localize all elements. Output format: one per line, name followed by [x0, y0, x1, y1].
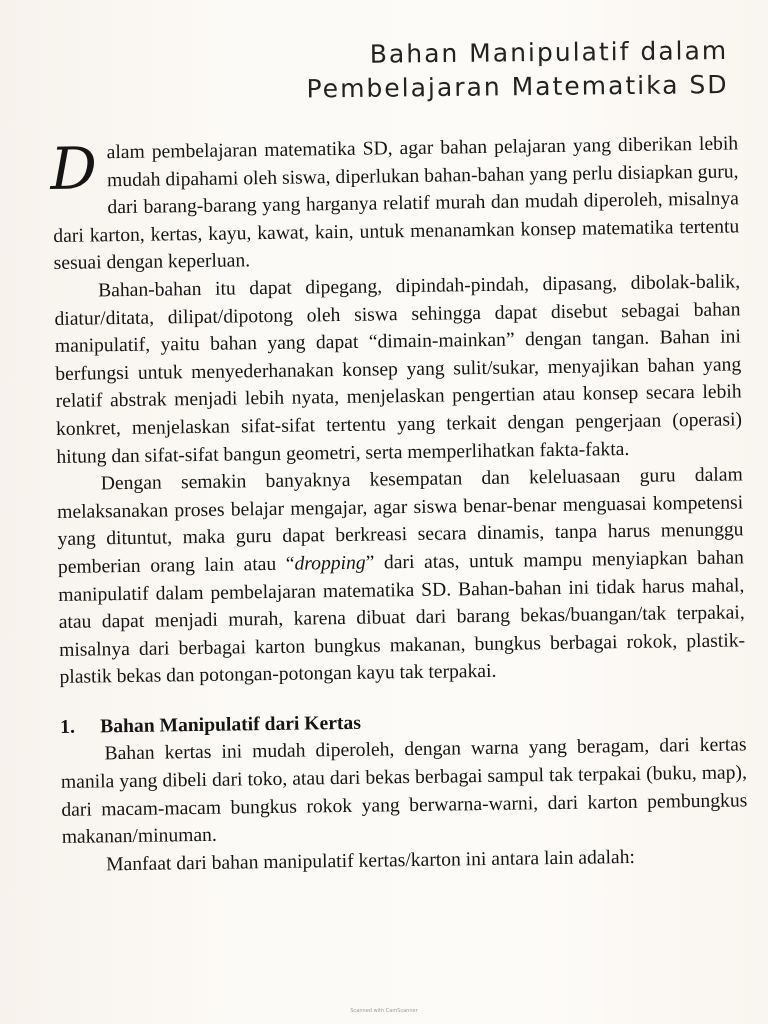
section-1-title: Bahan Manipulatif dari Kertas: [100, 712, 362, 738]
intro-paragraph-3-after: ” dari atas, untuk mampu menyiapkan bahan manipulatif dalam pembelajaran matematika SD. Bahan-bahan ini tidak harus mahal, atau dapat menjadi murah, karena dibuat dari barang bekas/buangan/tak terpakai, misalnya dari berbagai karton bungkus makanan, bungkus berbagai rokok, plastik-plastik bekas dan potongan-potongan kayu tak terpakai.: [58, 547, 746, 689]
intro-paragraph-2: Bahan-bahan itu dapat dipegang, dipindah-pindah, dipasang, dibolak-balik, diatur/ditata, dilipat/dipotong oleh siswa sehingga dapat disebut sebagai bahan manipulatif, yaitu bahan yang dapat “dimain-mainkan” dengan tangan. Bahan ini berfungsi untuk menyederhanakan konsep yang sulit/sukar, menyajikan bahan yang relatif abstrak menjadi lebih nyata, menjelaskan pengertian atau konsep secara lebih konkret, menjelaskan sifat-sifat tertentu yang terkait dengan pengerjaan (operasi) hitung dan sifat-sifat bangun geometri, serta memperlihatkan fakta-fakta.: [54, 271, 743, 468]
scanner-watermark: Scanned with CamScanner: [350, 1008, 418, 1014]
page-title: [208, 34, 729, 107]
title-line-1: Bahan Manipulatif dalam: [369, 35, 729, 69]
dropcap-letter: D: [49, 134, 98, 204]
intro-paragraph-3-before: Dengan semakin banyaknya kesempatan dan keleluasaan guru dalam melaksanakan proses belajar mengajar, agar siswa benar-benar menguasai kompetensi yang dituntut, maka guru dapat berkreasi secara dinamis, tanpa harus menunggu pemberian orang lain atau “: [57, 464, 744, 578]
section-1-paragraph-2: Manfaat dari bahan manipulatif kertas/karton ini antara lain adalah:: [105, 846, 636, 876]
dropping-italic: dropping: [294, 552, 366, 575]
intro-paragraph-1: [49, 130, 740, 278]
section-1-body: [60, 732, 748, 880]
intro-paragraph-1-text: alam pembelajaran matematika SD, agar bahan pelajaran yang diberikan lebih mudah dipahami oleh siswa, diperlukan bahan-bahan yang perlu disiapkan guru, dari barang-barang yang harganya relatif murah dan mudah diperoleh, misalnya dari karton, kertas, kayu, kawat, kain, untuk menanamkan konsep matematika tertentu sesuai dengan keperluan.: [53, 133, 740, 275]
section-1-number: 1.: [60, 716, 76, 738]
title-line-2: Pembelajaran Matematika SD: [306, 69, 729, 104]
intro-paragraph-3: [57, 462, 746, 692]
body-text: [49, 130, 748, 879]
section-1-paragraph-1: Bahan kertas ini mudah diperoleh, dengan warna yang beragam, dari kertas manila yang dibeli dari toko, atau dari bekas berbagai sampul tak terpakai (buku, map), dari macam-macam bungkus rokok yang berwarna-warni, dari karton pembungkus makanan/minuman.: [60, 734, 748, 849]
